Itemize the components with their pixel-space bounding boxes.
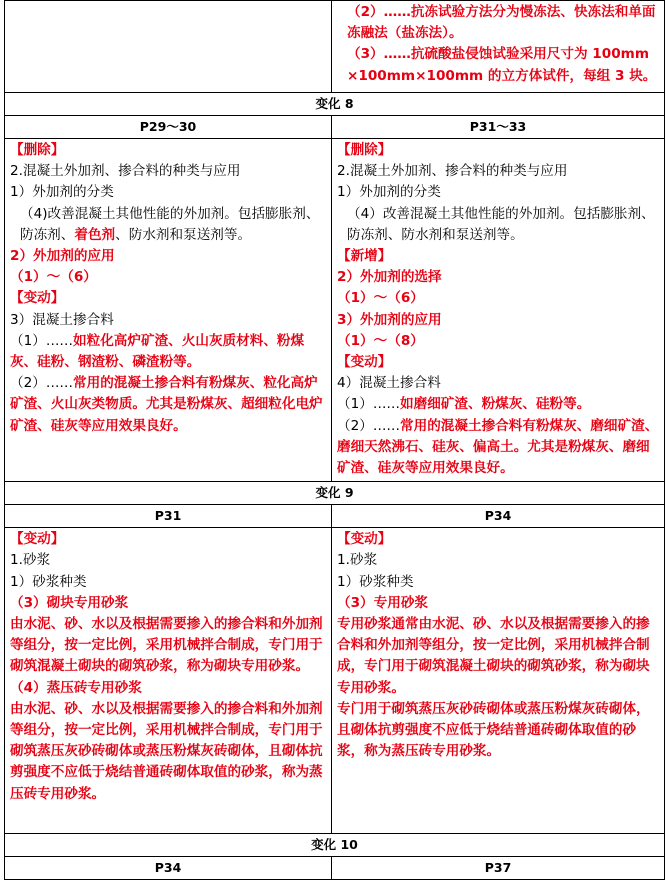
change-8-old-cell	[5, 139, 332, 482]
comparison-document	[4, 0, 664, 880]
autoclaved-mortar-text: 专门用于砌筑蒸压灰砂砖砌体或蒸压粉煤灰砖砌体，且砌体抗剪强度不应低于烧结普通砖砌体取值的砂浆，称为蒸压砖专用砂浆。	[337, 700, 650, 760]
mineral-admixture-1	[10, 331, 326, 373]
delete-tag: 【删除】	[10, 142, 65, 158]
text-run: （1）……	[337, 396, 401, 413]
text-run: （2）……	[337, 417, 401, 434]
sulfate-note: （3）……抗硫酸盐侵蚀试验采用尺寸为 100mm×100mm×100mm 的立方体试件，每组 3 块。	[347, 46, 657, 84]
admixture-class: 1）外加剂的分类	[10, 184, 114, 201]
text-run: （2）……	[10, 375, 74, 392]
top-continuation-row	[5, 1, 665, 93]
admixture-use-range: （1）～（8）	[337, 332, 424, 349]
admixture-class: 1）外加剂的分类	[337, 184, 441, 201]
block-mortar-title: （3）砌块专用砂浆	[10, 594, 129, 611]
delete-tag: 【删除】	[337, 142, 392, 158]
change-10-left-page: P34	[5, 857, 332, 880]
text-run: 如粒化高炉矿渣、火山灰质材料、粉煤灰、硅粉、钢渣粉、磷渣粉等。	[10, 332, 305, 371]
change-tag: 【变动】	[10, 290, 65, 307]
change-8-right-page: P31～33	[332, 116, 665, 139]
autoclaved-mortar-text: 由水泥、砂、水以及根据需要掺入的掺合料和外加剂等组分，按一定比例，采用机械拌合制成，专门用于砌筑蒸压灰砂砖砌体或蒸压粉煤灰砖砌体，且砌体抗剪强度不应低于烧结普通砖砌体取值的砂浆，称为蒸压砖专用砂浆。	[10, 700, 323, 802]
text-run: （4)改善混凝土其他性能的外加剂。包括膨胀剂、防冻剂、	[20, 205, 320, 243]
change-tag: 【变动】	[337, 531, 392, 548]
admixture-use-range: （1）～（6）	[10, 269, 97, 286]
mortar-types: 1）砂浆种类	[10, 573, 87, 590]
change-10-right-page: P37	[332, 857, 665, 880]
change-9-left-page: P31	[5, 505, 332, 528]
mineral-admixture-heading: 3）混凝土掺合料	[10, 311, 114, 328]
change-9-pages-row	[5, 505, 665, 528]
comparison-table	[4, 0, 665, 880]
change-10-title-row	[5, 834, 665, 857]
change-8-title-row	[5, 93, 665, 116]
text-run: 、防水剂和泵送剂等。	[115, 226, 252, 243]
top-left-cell	[5, 1, 332, 93]
mineral-admixture-1	[337, 394, 659, 415]
mortar-heading: 1.砂浆	[337, 552, 378, 569]
top-right-cell	[332, 1, 665, 93]
admixture-selection-range: （1）～（6）	[337, 290, 424, 307]
antifreeze-note: （2）……抗冻试验方法分为慢冻法、快冻法和单面冻融法（盐冻法）。	[347, 4, 656, 42]
admixture-use: 2）外加剂的应用	[10, 248, 115, 265]
change-9-right-page: P34	[332, 505, 665, 528]
mineral-admixture-2	[337, 416, 659, 480]
special-mortar-text: 专用砂浆通常由水泥、砂、水以及根据需要掺入的掺合料和外加剂等组分，按一定比例，采用机械拌合制成，专门用于砌筑混凝土砌块的砌筑砂浆，称为砌块专用砂浆。	[337, 616, 650, 696]
colorant-highlight: 着色剂	[74, 226, 116, 243]
change-9-old-cell	[5, 528, 332, 834]
change-9-title: 变化 9	[5, 482, 665, 505]
change-9-title-row	[5, 482, 665, 505]
other-admixture-text	[10, 204, 326, 246]
new-tag: 【新增】	[337, 248, 392, 265]
special-mortar-title: （3）专用砂浆	[337, 594, 429, 611]
admixture-selection: 2）外加剂的选择	[337, 269, 442, 286]
change-8-pages-row	[5, 116, 665, 139]
mineral-admixture-heading: 4）混凝土掺合料	[337, 375, 441, 392]
change-9-content-row	[5, 528, 665, 834]
autoclaved-mortar-title: （4）蒸压砖专用砂浆	[10, 679, 142, 696]
other-admixture-text: （4）改善混凝土其他性能的外加剂。包括膨胀剂、防冻剂、防水剂和泵送剂等。	[347, 205, 655, 243]
mortar-types: 1）砂浆种类	[337, 573, 414, 590]
change-9-new-cell	[332, 528, 665, 834]
block-mortar-text: 由水泥、砂、水以及根据需要掺入的掺合料和外加剂等组分，按一定比例，采用机械拌合制成，专门用于砌筑混凝土砌块的砌筑砂浆，称为砌块专用砂浆。	[10, 616, 323, 675]
mortar-heading: 1.砂浆	[10, 552, 51, 569]
admixture-heading: 2.混凝土外加剂、掺合料的种类与应用	[337, 163, 568, 180]
change-10-title: 变化 10	[5, 834, 665, 857]
admixture-heading: 2.混凝土外加剂、掺合料的种类与应用	[10, 163, 241, 180]
text-run: 如磨细矿渣、粉煤灰、硅粉等。	[400, 396, 591, 413]
text-run: （1）……	[10, 332, 74, 349]
text-run: 常用的混凝土掺合料有粉煤灰、磨细矿渣、磨细天然沸石、硅灰、偏高土。尤其是粉煤灰、磨细矿渣、硅灰等应用效果良好。	[337, 417, 659, 477]
text-run: 常用的混凝土掺合料有粉煤灰、粒化高炉矿渣、火山灰类物质。尤其是粉煤灰、超细粒化电炉矿渣、硅灰等应用效果良好。	[10, 375, 323, 434]
admixture-use: 3）外加剂的应用	[337, 311, 442, 328]
change-8-new-cell	[332, 139, 665, 482]
change-8-left-page: P29～30	[5, 116, 332, 139]
mineral-admixture-2	[10, 373, 326, 437]
change-10-pages-row	[5, 857, 665, 880]
change-8-content-row	[5, 139, 665, 482]
change-tag: 【变动】	[337, 354, 392, 371]
change-8-title: 变化 8	[5, 93, 665, 116]
change-tag: 【变动】	[10, 531, 65, 548]
